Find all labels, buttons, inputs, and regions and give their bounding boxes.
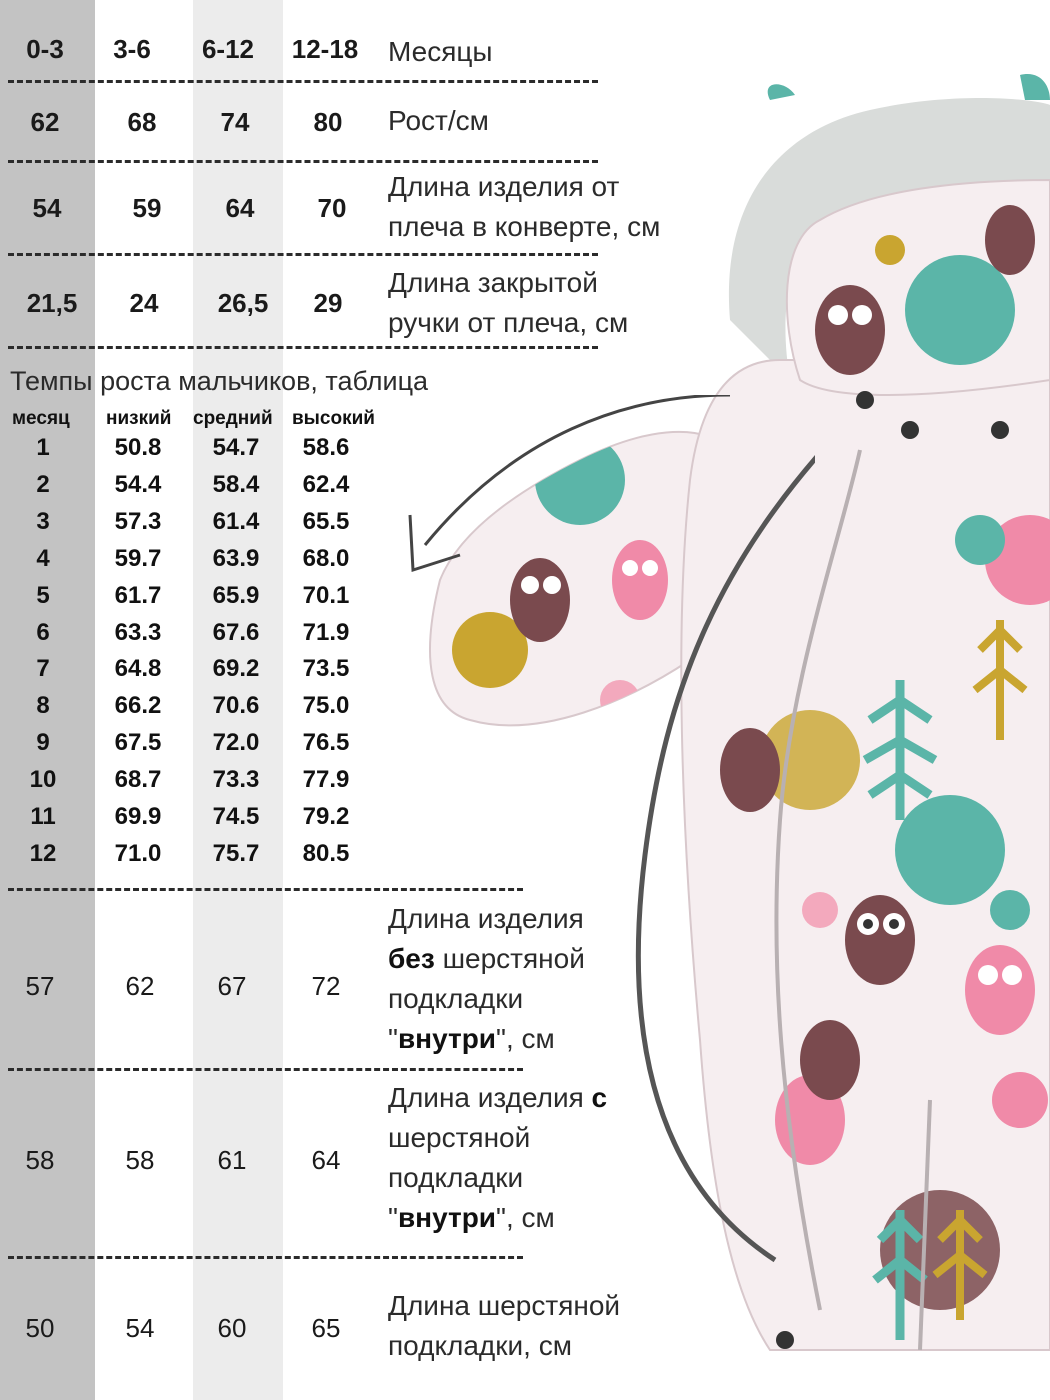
size-cell: 58 — [25, 1145, 55, 1175]
growth-value-cell: 57.3 — [114, 507, 162, 535]
growth-value-cell: 65.5 — [302, 507, 350, 535]
size-cell: 64 — [311, 1145, 341, 1175]
size-cell: 3-6 — [113, 34, 151, 64]
size-cell: 64 — [225, 193, 255, 223]
growth-month-cell: 1 — [36, 434, 50, 461]
growth-value-cell: 66.2 — [114, 692, 162, 720]
growth-month-cell: 11 — [30, 803, 56, 830]
growth-value-cell: 50.8 — [114, 434, 162, 461]
size-cell: 59 — [132, 193, 162, 223]
growth-value-cell: 75.0 — [302, 692, 350, 720]
growth-value-cell: 62.4 — [302, 470, 350, 498]
growth-value-cell: 61.4 — [212, 507, 260, 535]
growth-month-cell: 8 — [36, 692, 50, 720]
divider — [8, 1256, 523, 1259]
growth-value-cell: 65.9 — [212, 581, 260, 609]
growth-value-cell: 70.6 — [212, 692, 260, 720]
growth-value-cell: 54.4 — [114, 470, 162, 498]
growth-month-cell: 12 — [29, 839, 57, 867]
size-cell: 54 — [32, 193, 62, 223]
growth-value-cell: 77.9 — [302, 766, 350, 794]
row-label: Длина изделия — [388, 903, 584, 934]
divider — [8, 888, 523, 891]
growth-value-cell: 71.0 — [114, 839, 162, 867]
size-cell: 24 — [129, 288, 159, 318]
growth-month-cell: 10 — [29, 766, 57, 794]
growth-value-cell: 64.8 — [114, 655, 162, 683]
size-cell: 0-3 — [26, 34, 64, 64]
growth-value-cell: 63.9 — [212, 544, 260, 572]
growth-value-cell: 61.7 — [114, 581, 162, 609]
size-cell: 54 — [125, 1313, 155, 1343]
size-cell: 62 — [30, 107, 60, 137]
growth-month-cell: 2 — [36, 470, 50, 498]
row-label: подкладки, см — [388, 1330, 572, 1361]
growth-value-cell: 70.1 — [302, 581, 350, 609]
growth-month-cell: 9 — [36, 729, 50, 757]
row-label: Длина закрытой — [388, 267, 598, 298]
growth-value-cell: 73.3 — [212, 766, 260, 794]
growth-value-cell: 76.5 — [302, 729, 350, 757]
row-label: плеча в конверте, см — [388, 211, 661, 242]
growth-month-cell: 3 — [36, 507, 50, 535]
row-label: Длина изделия с — [388, 1082, 608, 1113]
growth-value-cell: 68.7 — [114, 766, 162, 794]
divider — [8, 160, 598, 163]
row-label: без шерстяной — [388, 943, 585, 974]
growth-header-high: высокий — [292, 408, 375, 429]
divider — [8, 1068, 523, 1071]
size-cell: 26,5 — [217, 288, 269, 318]
row-label: подкладки — [388, 1162, 524, 1193]
row-label: ручки от плеча, см — [388, 307, 629, 338]
row-label: Рост/см — [388, 105, 489, 136]
growth-header-month: месяц — [12, 408, 70, 429]
growth-value-cell: 80.5 — [302, 839, 350, 867]
size-cell: 57 — [25, 971, 55, 1001]
growth-month-cell: 5 — [36, 581, 50, 609]
size-cell: 6-12 — [201, 34, 255, 64]
row-label: подкладки — [388, 983, 524, 1014]
growth-value-cell: 73.5 — [302, 655, 350, 683]
growth-header-low: низкий — [106, 408, 172, 429]
size-cell: 61 — [217, 1145, 247, 1175]
growth-month-cell: 7 — [36, 655, 50, 683]
size-cell: 80 — [313, 107, 343, 137]
growth-value-cell: 67.5 — [114, 729, 162, 757]
growth-value-cell: 67.6 — [212, 618, 260, 646]
growth-value-cell: 79.2 — [302, 803, 350, 830]
size-cell: 21,5 — [26, 288, 78, 318]
size-cell: 50 — [25, 1313, 55, 1343]
growth-month-cell: 6 — [36, 618, 50, 646]
size-cell: 29 — [313, 288, 343, 318]
size-cell: 68 — [127, 107, 157, 137]
growth-value-cell: 72.0 — [212, 729, 260, 757]
growth-value-cell: 58.6 — [302, 434, 350, 461]
growth-value-cell: 59.7 — [114, 544, 162, 572]
growth-value-cell: 69.2 — [212, 655, 260, 683]
size-cell: 62 — [125, 971, 155, 1001]
growth-header-mid: средний — [193, 408, 273, 429]
size-cell: 60 — [217, 1313, 247, 1343]
growth-value-cell: 74.5 — [212, 803, 260, 830]
growth-value-cell: 54.7 — [212, 434, 260, 461]
size-cell: 65 — [311, 1313, 341, 1343]
growth-value-cell: 68.0 — [302, 544, 350, 572]
row-label: Длина изделия от — [388, 171, 620, 202]
growth-value-cell: 75.7 — [212, 839, 260, 867]
divider — [8, 346, 598, 349]
growth-month-cell: 4 — [36, 544, 50, 572]
size-cell: 67 — [217, 971, 247, 1001]
growth-table-title: Темпы роста мальчиков, таблица — [10, 366, 429, 396]
growth-value-cell: 69.9 — [114, 803, 162, 830]
row-label: "внутри", см — [388, 1023, 555, 1054]
size-cell: 70 — [317, 193, 347, 223]
divider — [8, 253, 598, 256]
size-cell: 58 — [125, 1145, 155, 1175]
growth-value-cell: 63.3 — [114, 618, 162, 646]
row-label: Длина шерстяной — [388, 1290, 621, 1321]
size-cell: 72 — [311, 971, 341, 1001]
size-cell: 74 — [220, 107, 250, 137]
row-label: Месяцы — [388, 36, 493, 67]
row-label: "внутри", см — [388, 1202, 555, 1233]
size-cell: 12-18 — [291, 34, 359, 64]
divider — [8, 80, 598, 83]
growth-value-cell: 58.4 — [212, 470, 260, 498]
growth-value-cell: 71.9 — [302, 618, 350, 646]
row-label: шерстяной — [388, 1122, 531, 1153]
